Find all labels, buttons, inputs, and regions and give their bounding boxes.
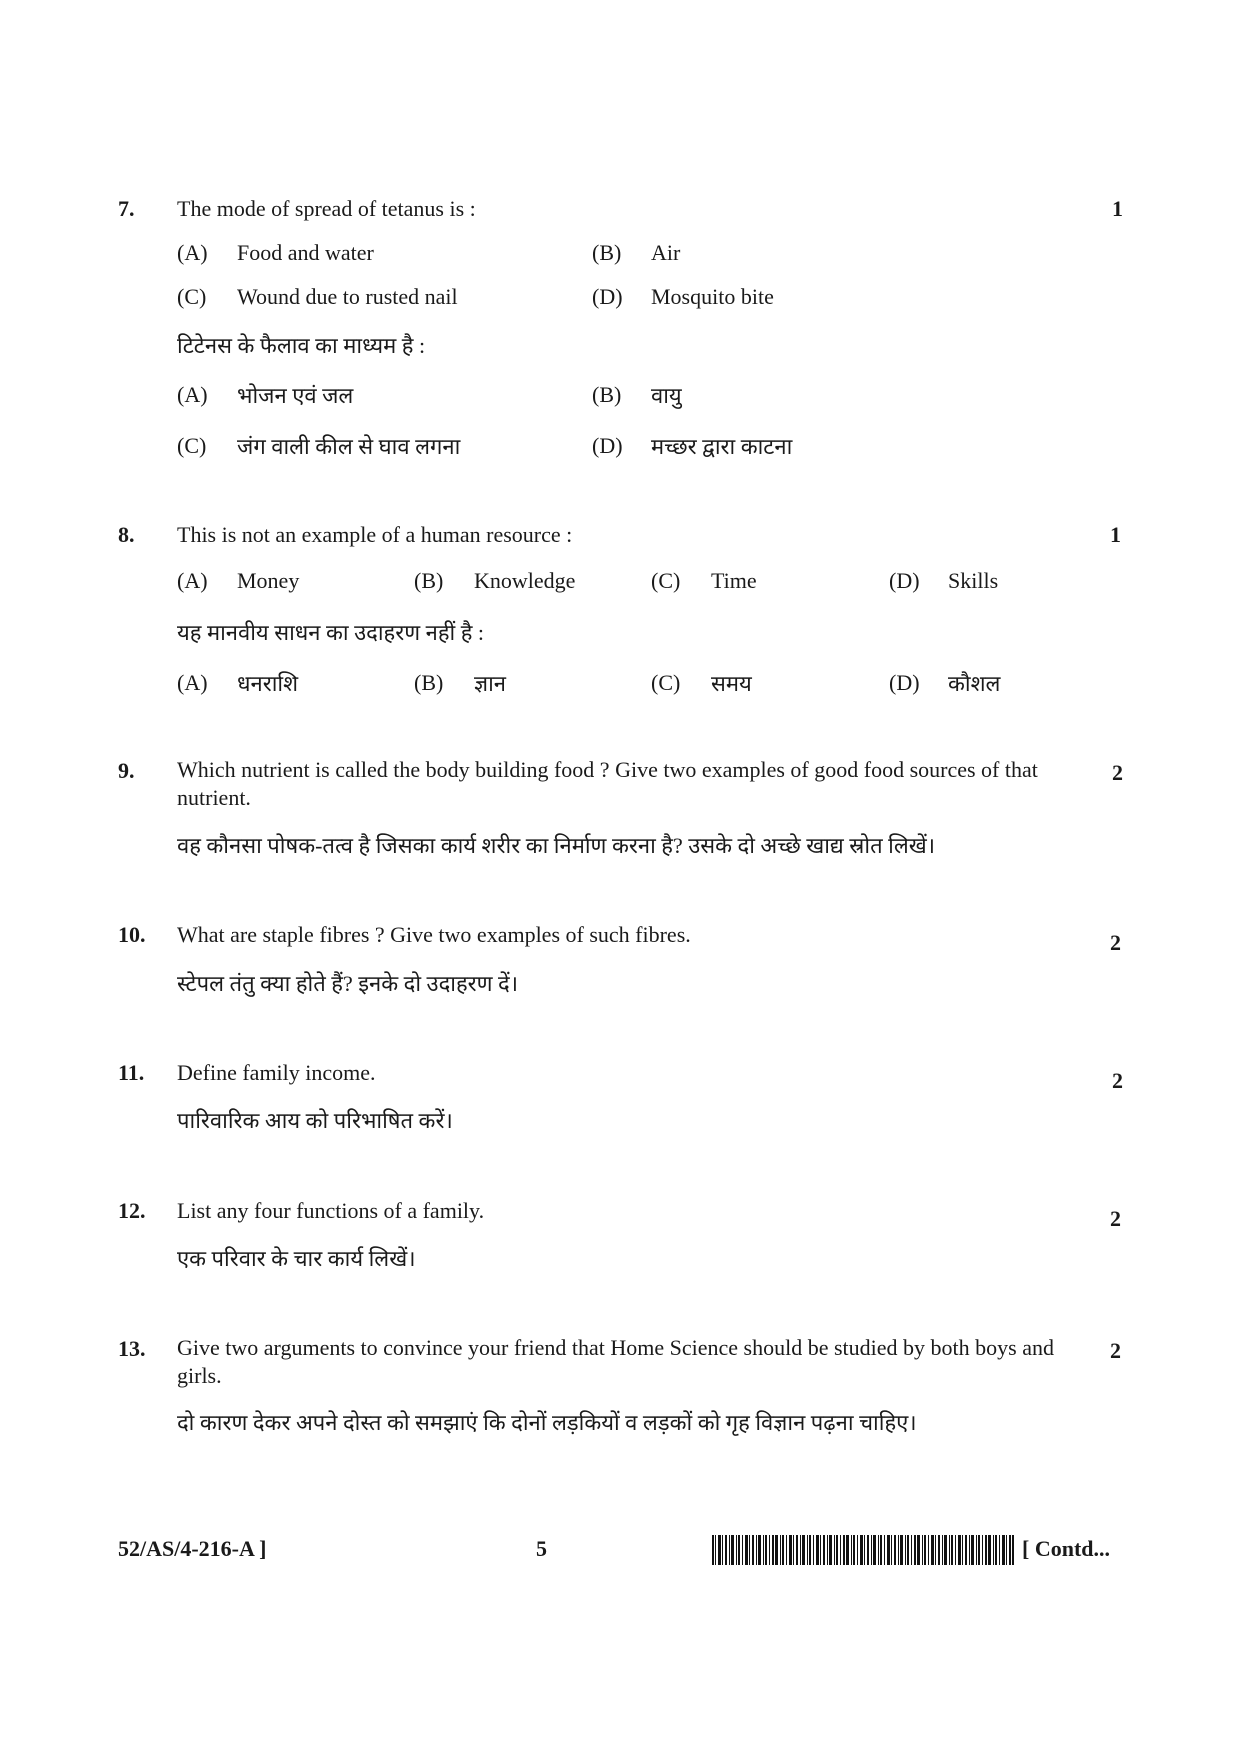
option-label: (D) <box>592 433 623 458</box>
question-marks: 1 <box>1112 196 1123 221</box>
option-label: (D) <box>889 568 920 593</box>
question-number: 8. <box>118 522 135 547</box>
question-text-hi: पारिवारिक आय को परिभाषित करें। <box>177 1108 453 1133</box>
option-text: भोजन एवं जल <box>237 383 354 408</box>
page-number: 5 <box>536 1536 547 1561</box>
question-text-hi: यह मानवीय साधन का उदाहरण नहीं है : <box>177 620 485 645</box>
option-label: (A) <box>177 240 208 265</box>
question-number: 7. <box>118 196 135 221</box>
option-label: (A) <box>177 382 208 407</box>
option-label: (C) <box>651 568 681 593</box>
question-marks: 2 <box>1110 930 1121 955</box>
option-text: कौशल <box>948 671 1001 696</box>
option-label: (B) <box>592 240 622 265</box>
option-label: (B) <box>592 382 622 407</box>
option-text: मच्छर द्वारा काटना <box>651 434 793 459</box>
question-marks: 2 <box>1112 1068 1123 1093</box>
option-text: Time <box>711 568 757 593</box>
question-marks: 2 <box>1110 1206 1121 1231</box>
question-text-en: What are staple fibres ? Give two examples of such fibres. <box>177 922 691 947</box>
option-label: (C) <box>177 433 207 458</box>
question-text-en: This is not an example of a human resource : <box>177 522 573 547</box>
question-marks: 1 <box>1110 522 1121 547</box>
question-text-hi: वह कौनसा पोषक-तत्व है जिसका कार्य शरीर का निर्माण करना है? उसके दो अच्छे खाद्य स्रोत लिखें। <box>177 833 936 858</box>
option-text: Money <box>237 568 300 593</box>
option-label: (C) <box>177 284 207 309</box>
option-label: (B) <box>414 568 444 593</box>
question-number: 13. <box>118 1336 146 1361</box>
question-number: 12. <box>118 1198 146 1223</box>
option-text: Knowledge <box>474 568 576 593</box>
question-text-en: List any four functions of a family. <box>177 1198 485 1223</box>
question-number: 10. <box>118 922 146 947</box>
option-text: वायु <box>651 383 682 408</box>
option-text: Food and water <box>237 240 374 265</box>
question-marks: 2 <box>1112 760 1123 785</box>
question-text-hi: स्टेपल तंतु क्या होते हैं? इनके दो उदाहरण दें। <box>177 971 519 996</box>
option-label: (C) <box>651 670 681 695</box>
continued-label: [ Contd... <box>1022 1536 1111 1561</box>
question-number: 9. <box>118 758 135 783</box>
barcode-image <box>712 1535 1014 1565</box>
option-label: (B) <box>414 670 444 695</box>
question-marks: 2 <box>1110 1338 1121 1363</box>
option-text: Air <box>651 240 681 265</box>
option-label: (A) <box>177 568 208 593</box>
question-text-hi: एक परिवार के चार कार्य लिखें। <box>177 1246 416 1271</box>
question-text-en: Define family income. <box>177 1060 376 1085</box>
option-text: Mosquito bite <box>651 284 774 309</box>
option-text: जंग वाली कील से घाव लगना <box>237 434 461 459</box>
option-label: (D) <box>592 284 623 309</box>
option-label: (D) <box>889 670 920 695</box>
question-text-hi: टिटेनस के फैलाव का माध्यम है : <box>177 333 426 358</box>
question-text-hi: दो कारण देकर अपने दोस्त को समझाएं कि दोनों लड़कियों व लड़कों को गृह विज्ञान पढ़ना चाहिए। <box>177 1410 917 1435</box>
option-text: धनराशि <box>237 671 299 696</box>
option-text: Skills <box>948 568 999 593</box>
question-text-en: Which nutrient is called the body building food ? Give two examples of good food sources of that nutrient. <box>177 757 1038 810</box>
option-label: (A) <box>177 670 208 695</box>
option-text: Wound due to rusted nail <box>237 284 458 309</box>
question-text-en: Give two arguments to convince your friend that Home Science should be studied by both boys and girls. <box>177 1335 1054 1388</box>
paper-code: 52/AS/4-216-A ] <box>118 1536 267 1561</box>
question-number: 11. <box>118 1060 145 1085</box>
option-text: ज्ञान <box>474 671 507 696</box>
option-text: समय <box>711 671 752 696</box>
question-text-en: The mode of spread of tetanus is : <box>177 196 476 221</box>
